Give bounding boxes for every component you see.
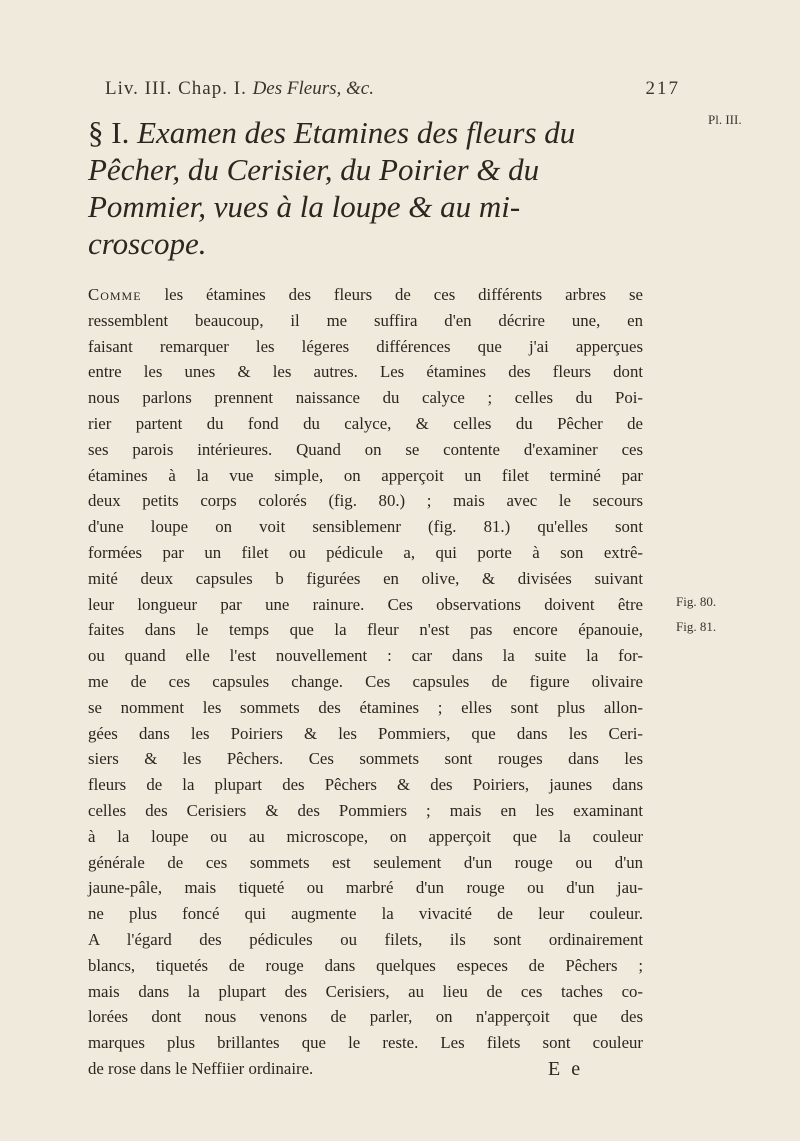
- body-line: A l'égard des pédicules ou filets, ils sont ordinairement: [88, 929, 643, 949]
- body-line: fleurs de la plupart des Pêchers & des Poiriers, jaunes dans: [88, 775, 643, 795]
- body-line: mité deux capsules b figurées en olive, & divisées suivant: [88, 568, 643, 588]
- section-title: [88, 114, 648, 262]
- body-line: se nomment les sommets des étamines ; elles sont plus allon-: [88, 697, 643, 717]
- body-line: deux petits corps colorés (fig. 80.) ; mais avec le secours: [88, 491, 643, 511]
- body-line: celles des Cerisiers & des Pommiers ; mais en les examinant: [88, 800, 643, 820]
- body-line: [88, 282, 643, 308]
- running-head-chapter: Liv. III. Chap. I.: [105, 78, 247, 99]
- body-line: faites dans le temps que la fleur n'est pas encore épanouie,: [88, 620, 643, 640]
- section-title-line-4: croscope.: [88, 226, 207, 261]
- body-line: me de ces capsules change. Ces capsules de figure olivaire: [88, 671, 643, 691]
- section-title-line-2: Pêcher, du Cerisier, du Poirier & du: [88, 152, 540, 187]
- running-head-title: Des Fleurs, &c.: [252, 78, 374, 99]
- section-mark: § I.: [88, 115, 130, 150]
- body-line: faisant remarquer les légeres différences que j'ai apperçues: [88, 336, 643, 356]
- body-line: d'une loupe on voit sensiblemenr (fig. 81.) qu'elles sont: [88, 517, 643, 537]
- body-line: de rose dans le Neffiier ordinaire.: [88, 1058, 314, 1078]
- body-line: jaune-pâle, mais tiqueté ou marbré d'un rouge ou d'un jau-: [88, 878, 643, 898]
- opening-word: Comme: [88, 285, 142, 304]
- body-line: mais dans la plupart des Cerisiers, au lieu de ces taches co-: [88, 981, 643, 1001]
- body-paragraph: [88, 282, 643, 1082]
- body-line-text: les étamines des fleurs de ces différents arbres se: [141, 285, 643, 304]
- body-line: ne plus foncé qui augmente la vivacité de leur couleur.: [88, 904, 643, 924]
- page-number: 217: [645, 78, 680, 99]
- body-line: à la loupe ou au microscope, on apperçoit que la couleur: [88, 826, 643, 846]
- body-line: ses parois intérieures. Quand on se contente d'examiner ces: [88, 439, 643, 459]
- body-line: ou quand elle l'est nouvellement : car dans la suite la for-: [88, 646, 643, 666]
- body-line: blancs, tiquetés de rouge dans quelques especes de Pêchers ;: [88, 955, 643, 975]
- body-line: étamines à la vue simple, on apperçoit un filet terminé par: [88, 465, 643, 485]
- body-line: leur longueur par une rainure. Ces observations doivent être: [88, 594, 643, 614]
- margin-figure-80: Fig. 80.: [676, 594, 717, 609]
- margin-plate-reference: Pl. III.: [708, 112, 742, 127]
- body-line: entre les unes & les autres. Les étamines des fleurs dont: [88, 362, 643, 382]
- body-line: nous parlons prennent naissance du calyce ; celles du Poi-: [88, 388, 643, 408]
- body-line: siers & les Pêchers. Ces sommets sont rouges dans les: [88, 749, 643, 769]
- body-line: formées par un filet ou pédicule a, qui porte à son extrê-: [88, 542, 643, 562]
- body-line: gées dans les Poiriers & les Pommiers, que dans les Ceri-: [88, 723, 643, 743]
- section-title-line-1: Examen des Etamines des fleurs du: [137, 115, 576, 150]
- body-line: lorées dont nous venons de parler, on n'apperçoit que des: [88, 1007, 643, 1027]
- body-line: marques plus brillantes que le reste. Les filets sont couleur: [88, 1033, 643, 1053]
- body-line: rier partent du fond du calyce, & celles du Pêcher de: [88, 413, 643, 433]
- body-line: ressemblent beaucoup, il me suffira d'en décrire une, en: [88, 310, 643, 330]
- section-title-line-3: Pommier, vues à la loupe & au mi-: [88, 189, 521, 224]
- catchword: E e: [548, 1058, 584, 1080]
- body-line: générale de ces sommets est seulement d'un rouge ou d'un: [88, 852, 643, 872]
- running-head: [105, 78, 680, 100]
- margin-figure-81: Fig. 81.: [676, 619, 717, 634]
